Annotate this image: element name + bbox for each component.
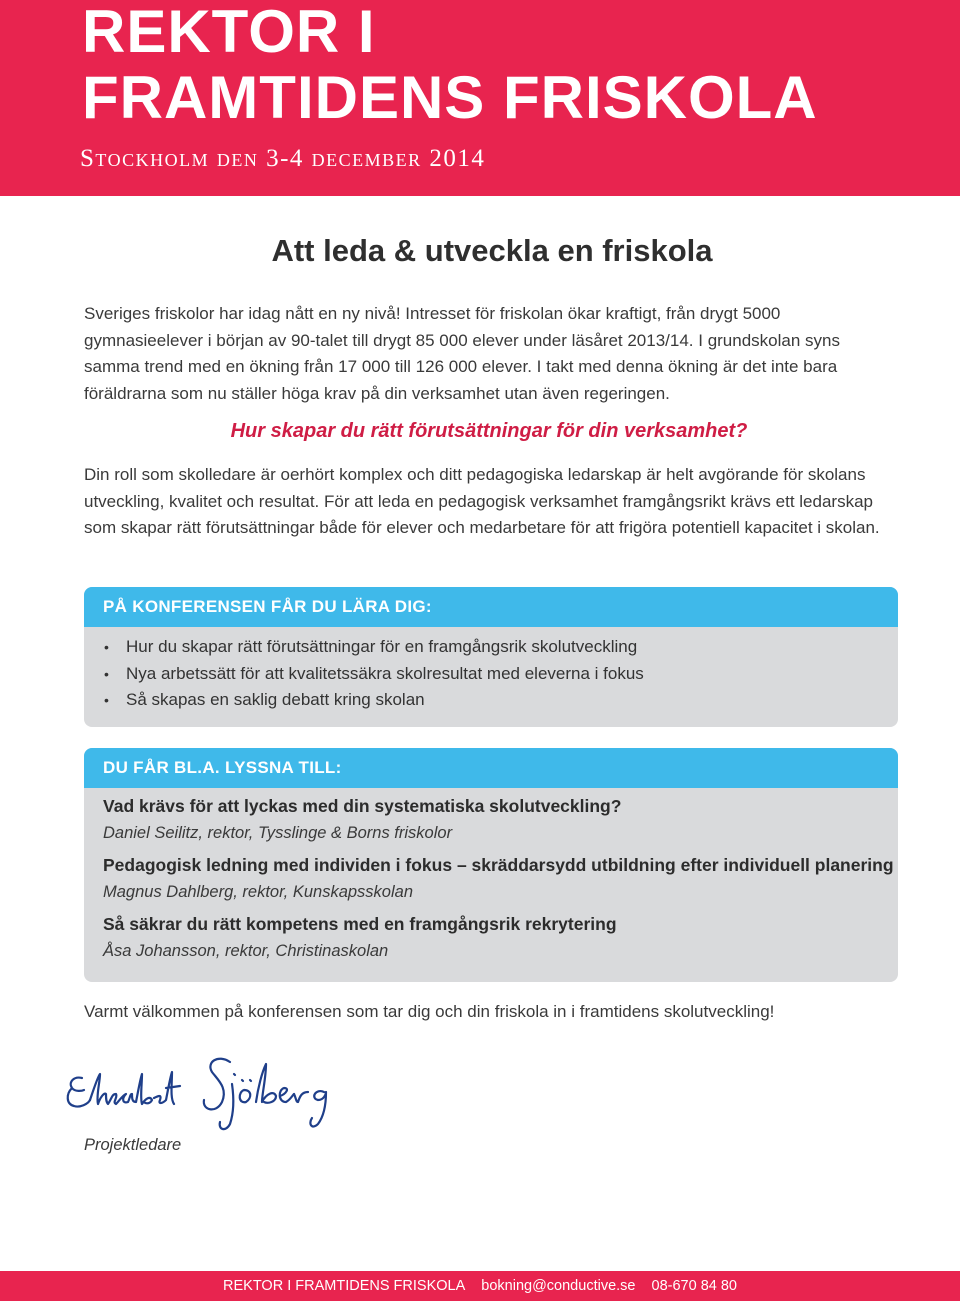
- handwritten-signature: [62, 1048, 342, 1138]
- talk-item: [103, 852, 898, 905]
- bullet-icon: •: [104, 692, 109, 708]
- list-item: [104, 687, 898, 714]
- talk-speaker: Daniel Seilitz, rektor, Tysslinge & Borns friskolor: [103, 824, 453, 842]
- main-heading: Att leda & utveckla en friskola: [271, 233, 713, 268]
- body-paragraph: Din roll som skolledare är oerhört komplex och ditt pedagogiska ledarskap är helt avgörande för skolans utveckling, kvalitet och resultat. För att leda en pedagogisk verksamhet framgångsrikt krävs ett ledarskap som skapar rätt förutsättningar både för elever och medarbetare för att frigöra potentiell kapacitet i skolan.: [84, 465, 880, 537]
- list-item-text: Nya arbetssätt för att kvalitetssäkra skolresultat med eleverna i fokus: [126, 663, 644, 683]
- learn-panel: [84, 587, 898, 727]
- list-item: [104, 634, 898, 661]
- speakers-panel-heading: DU FÅR BL.A. LYSSNA TILL:: [84, 748, 898, 788]
- learn-list: [84, 627, 898, 714]
- title-line-1: REKTOR I: [82, 0, 376, 65]
- title-line-2: FRAMTIDENS FRISKOLA: [82, 64, 818, 131]
- welcome-text: Varmt välkommen på konferensen som tar dig och din friskola in i framtidens skolutveckling!: [84, 1002, 775, 1021]
- list-item-text: Hur du skapar rätt förutsättningar för en framgångsrik skolutveckling: [126, 637, 638, 656]
- footer-email-link[interactable]: bokning@conductive.se: [481, 1278, 636, 1294]
- talk-title: Pedagogisk ledning med individen i fokus – skräddarsydd utbildning efter individuell planering: [103, 855, 894, 875]
- talk-speaker: Åsa Johansson, rektor, Christinaskolan: [103, 942, 389, 960]
- learn-panel-heading: PÅ KONFERENSEN FÅR DU LÄRA DIG:: [84, 587, 898, 627]
- footer-phone: 08-670 84 80: [651, 1278, 737, 1294]
- bullet-icon: •: [104, 665, 109, 682]
- header-banner: [0, 0, 960, 196]
- list-item: [104, 661, 898, 688]
- event-date-location: Stockholm den 3-4 december 2014: [80, 145, 486, 172]
- talk-title: Vad krävs för att lyckas med din systematiska skolutveckling?: [103, 796, 622, 816]
- bullet-icon: •: [104, 639, 109, 655]
- signer-role: Projektledare: [84, 1136, 182, 1154]
- talk-title: Så säkrar du rätt kompetens med en framgångsrik rekrytering: [103, 914, 617, 934]
- talk-list: [84, 788, 898, 964]
- talk-item: [103, 911, 898, 964]
- talk-item: [103, 793, 898, 846]
- footer-event-name: REKTOR I FRAMTIDENS FRISKOLA: [223, 1278, 466, 1294]
- footer-bar: [0, 1271, 960, 1301]
- talk-speaker: Magnus Dahlberg, rektor, Kunskapsskolan: [103, 883, 414, 901]
- key-question: Hur skapar du rätt förutsättningar för din verksamhet?: [230, 420, 748, 442]
- intro-paragraph: Sveriges friskolor har idag nått en ny nivå! Intresset för friskolan ökar kraftigt, från drygt 5000 gymnasieelever i början av 90-talet till drygt 85 000 elever under läsåret 2013/14. I grundskolan syns samma trend med en ökning från 17 000 till 126 000 elever. I takt med denna ökning är det inte bara föräldrarna som nu ställer höga krav på din verksamhet utan även regeringen.: [84, 304, 840, 403]
- speakers-panel: [84, 748, 898, 982]
- list-item-text: Så skapas en saklig debatt kring skolan: [126, 690, 425, 709]
